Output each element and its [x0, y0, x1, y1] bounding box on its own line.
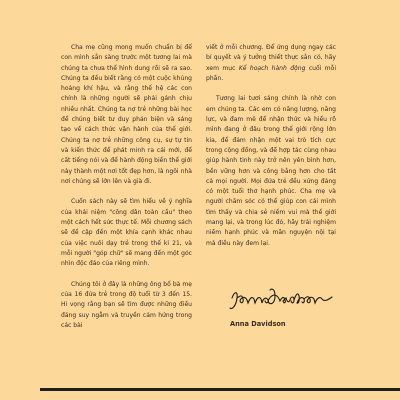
paragraph-1: Cha mẹ cũng mong muốn chuẩn bị để con mình sẵn sàng trước một tương lai mà chúng ta chưa thể hình dung rồi sẽ ra sao. Chúng ta đều biết rằng có một cuộc khủng hoảng khí hậu, và rằng thế hệ các con chính là những người sẽ phải gánh chịu nhiều nhất. Chúng ta nợ trẻ những bài học để chúng biết tư duy phản biện và sáng tạo về cách thức vận hành của thế giới. Chúng ta nợ trẻ những công cụ, sự tự tin và kiến thức để phát minh ra cái mới, để cất tiếng nói và để hành động biến thế giới này thành một nơi tốt đẹp hơn, là ngôi nhà nơi chúng sẽ lớn lên và già đi. [61, 44, 192, 185]
paragraph-continued [206, 43, 336, 84]
bottom-rule [40, 388, 400, 391]
paragraph-2: Cuốn sách này sẽ tìm hiểu về ý nghĩa của khái niệm "công dân toàn cầu" theo một cách hết sức thực tế. Mỗi chương sách sẽ đề cập đến một khía cạnh khác nhau của việc nuôi dạy trẻ trong thế kỉ 21, và mỗi người "góp chữ" sẽ mang đến một góc nhìn độc đáo của riêng mình. [61, 198, 192, 268]
paragraph-4: Tương lai tươi sáng chính là nhờ con em chúng ta. Các em có năng lượng, năng lực, và đam mê để nhận thức và hiểu rõ mình đang ở đâu trong thế giới rộng lớn kia, để đảm nhận một vai trò tích cực trong cộng đồng, và để hợp tác cùng nhau giúp hành tinh này trở nên yên bình hơn, bền vững hơn và công bằng hơn cho tất cả mọi người. Mọi đứa trẻ đều xứng đáng có một tuổi thơ hạnh phúc. Cha mẹ và người chăm sóc có thể giúp con cái mình tìm thấy và chia sẻ niềm vui mà thế giới mang lại, và trong lúc đó, hãy trải nghiệm niềm hạnh phúc và mãn nguyện nội tại mà điều này đem lại. [206, 95, 336, 247]
handwritten-signature [228, 284, 346, 318]
paragraph-3: Chúng tôi ở đây là những ông bố bà mẹ của 16 đứa trẻ trong độ tuổi từ 3 đến 15. Hi vọng rằng bạn sẽ tìm được những điều đáng suy ngẫm và truyền cảm hứng trong các bài [61, 280, 192, 330]
paragraph-continued-start: viết ở mỗi chương. Để ứng dụng ngay các bí quyết và ý tưởng thiết thực sẵn có, hãy xem mục [206, 44, 336, 72]
left-column [61, 43, 192, 342]
author-name: Anna Davidson [230, 320, 286, 328]
paragraph-continued-end: cuối mỗi phần. [206, 64, 336, 82]
right-column [206, 43, 336, 259]
action-plan-reference: Kế hoạch hành động [238, 64, 306, 72]
